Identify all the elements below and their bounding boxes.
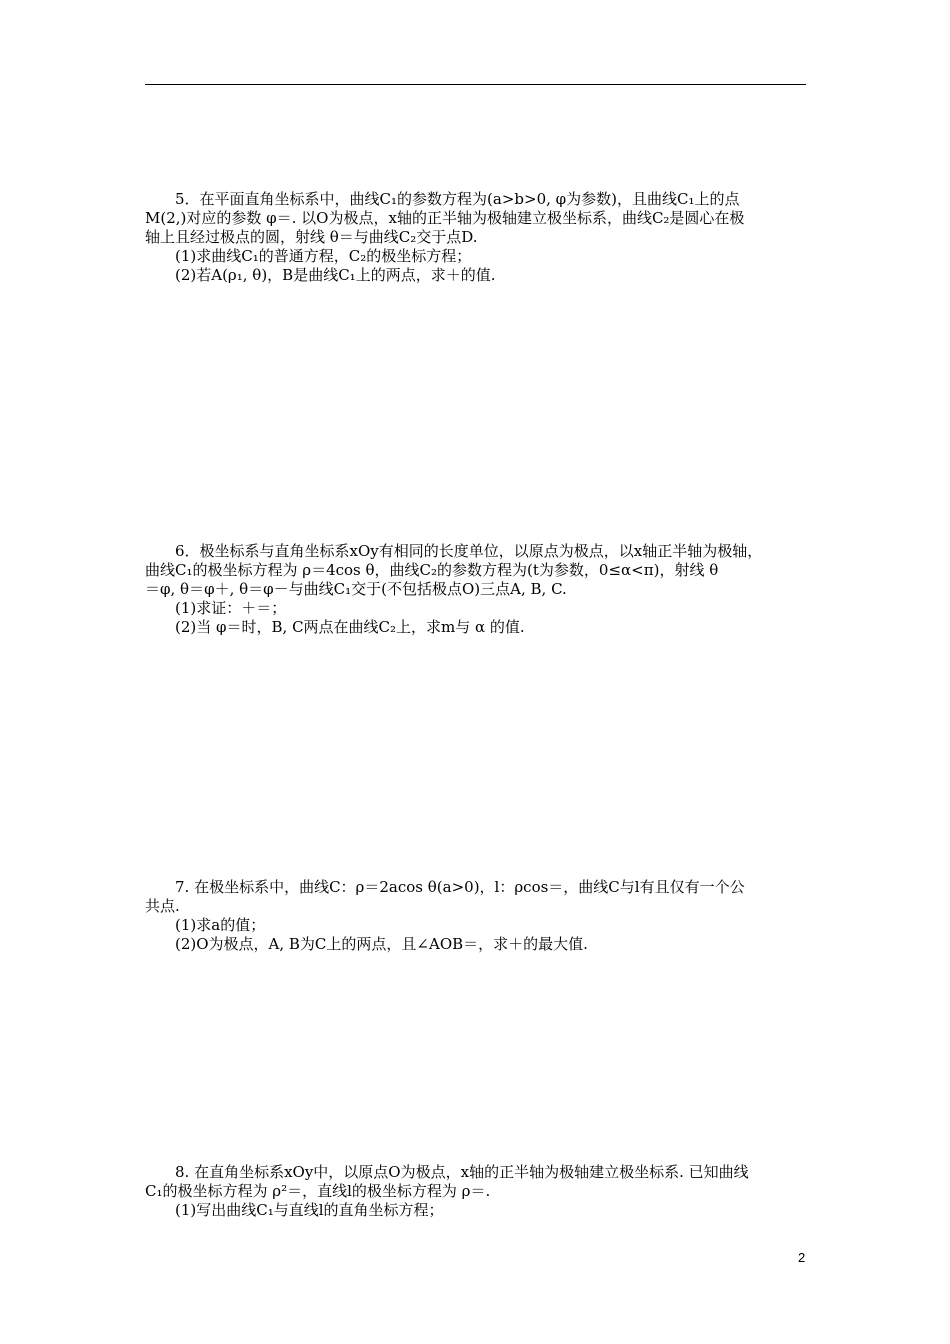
problem-line: 共点. [145, 897, 180, 915]
problem-line: (1)求a的值； [175, 916, 266, 934]
header-rule [145, 84, 806, 85]
problem-line: 5．在平面直角坐标系中，曲线C₁的参数方程为(a>b>0, φ为参数)，且曲线C₁上的点 [175, 190, 740, 208]
problem-line: 6．极坐标系与直角坐标系xOy有相同的长度单位，以原点为极点，以x轴正半轴为极轴， [175, 542, 763, 560]
problem-line: (1)写出曲线C₁与直线l的直角坐标方程； [175, 1201, 444, 1219]
problem-line: (2)O为极点，A, B为C上的两点，且∠AOB＝，求＋的最大值. [175, 935, 588, 953]
problem-5 [145, 190, 809, 285]
page-number: 2 [798, 1250, 806, 1265]
problem-line: 轴上且经过极点的圆，射线 θ＝与曲线C₂交于点D. [145, 228, 478, 246]
problem-line: (2)当 φ＝时，B, C两点在曲线C₂上，求m与 α 的值. [175, 618, 525, 636]
problem-line: 7. 在极坐标系中，曲线C：ρ＝2acos θ(a>0)，l：ρcos＝，曲线C与l有且仅有一个公 [175, 878, 745, 896]
problem-8 [145, 1163, 809, 1220]
problem-line: (1)求证：＋＝； [175, 599, 287, 617]
problem-line: M(2,)对应的参数 φ＝. 以O为极点，x轴的正半轴为极轴建立极坐标系，曲线C₂是圆心在极 [145, 209, 745, 227]
problem-line: 8. 在直角坐标系xOy中，以原点O为极点，x轴的正半轴为极轴建立极坐标系. 已知曲线 [175, 1163, 749, 1181]
problem-line: 曲线C₁的极坐标方程为 ρ＝4cos θ，曲线C₂的参数方程为(t为参数，0≤α<π)，射线 θ [145, 561, 719, 579]
problem-7 [145, 878, 809, 954]
problem-line: (1)求曲线C₁的普通方程，C₂的极坐标方程； [175, 247, 472, 265]
problem-line: (2)若A(ρ₁, θ)，B是曲线C₁上的两点，求＋的值. [175, 266, 496, 284]
problem-line: C₁的极坐标方程为 ρ²＝，直线l的极坐标方程为 ρ＝. [145, 1182, 491, 1200]
problem-6 [145, 542, 809, 637]
problem-line: ＝φ, θ＝φ＋, θ＝φ－与曲线C₁交于(不包括极点O)三点A, B, C. [145, 580, 567, 598]
